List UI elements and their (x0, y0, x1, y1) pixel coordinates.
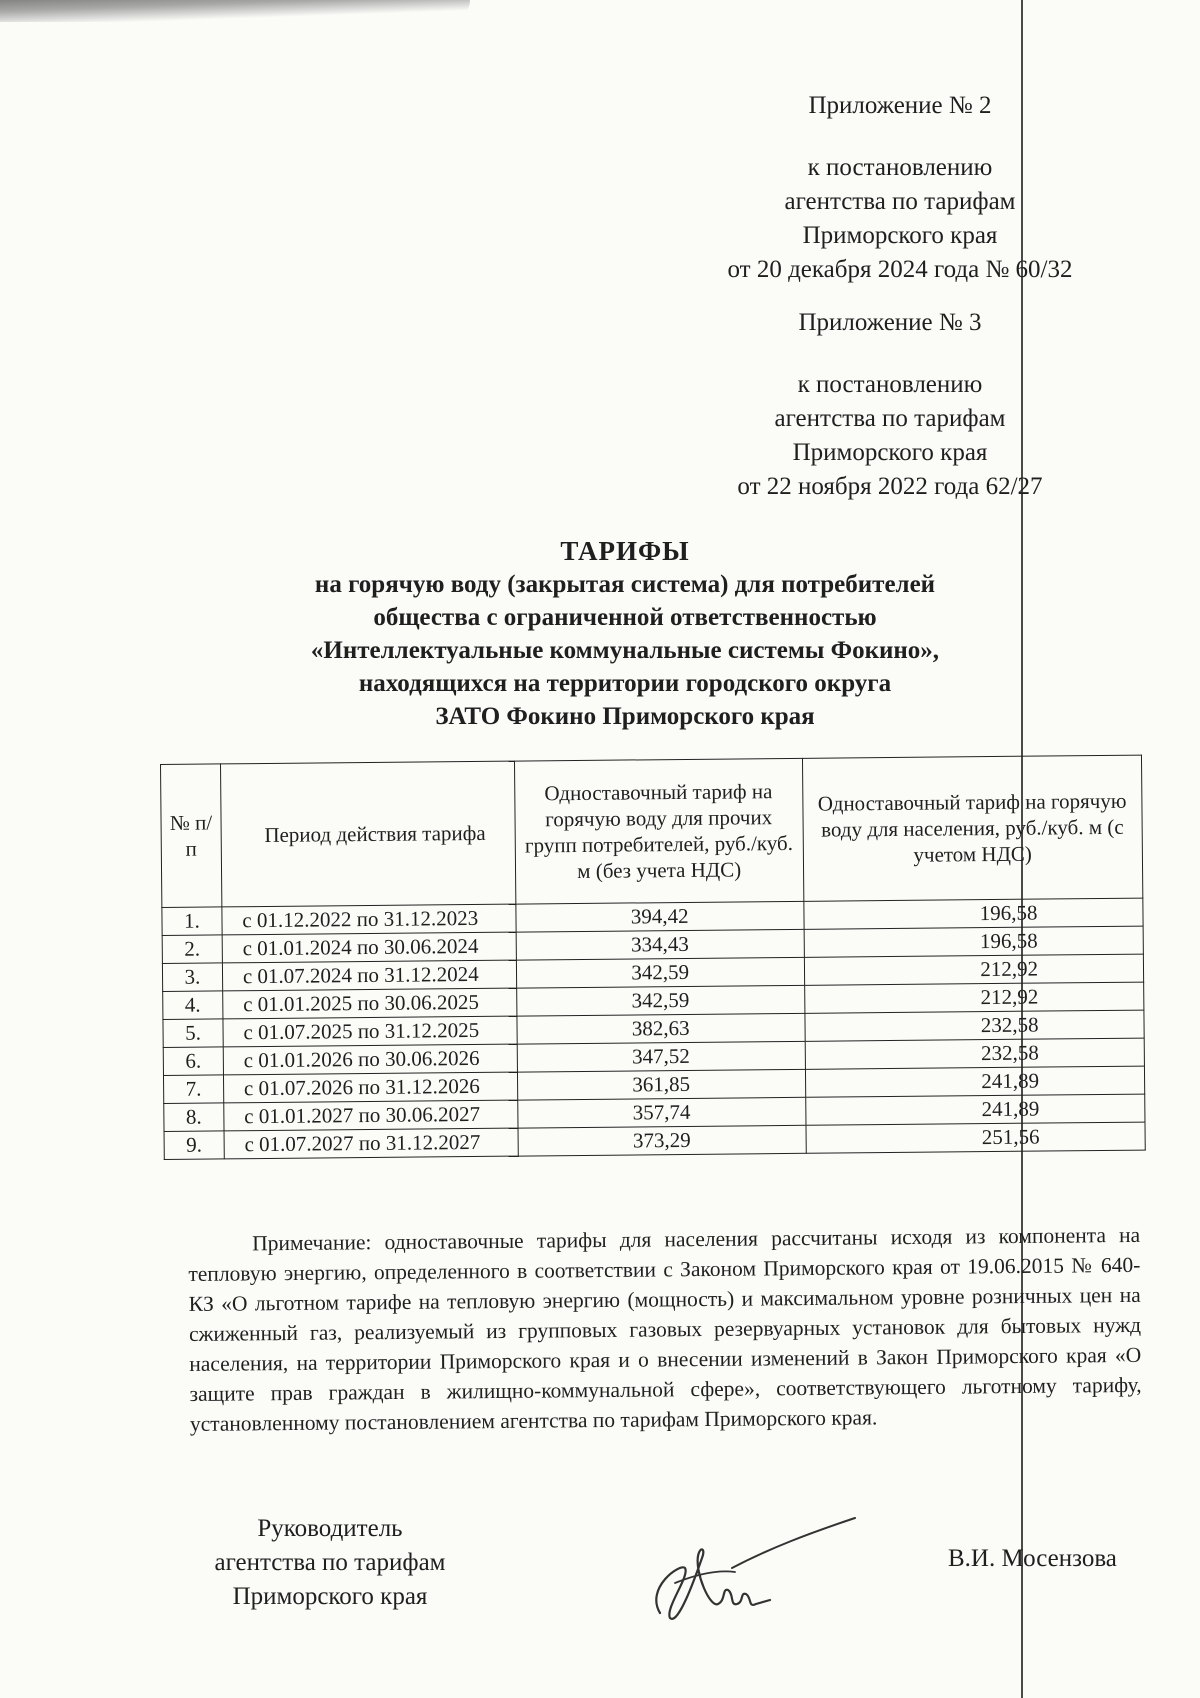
appendix-line: агентства по тарифам (774, 405, 1006, 432)
appendix-line: к постановлению (807, 154, 993, 181)
cell-tariff-population: 232,58 (804, 1010, 1144, 1041)
appendix-title: Приложение № 2 (808, 92, 992, 119)
title-line: ЗАТО Фокино Приморского края (435, 703, 815, 730)
document-title (180, 535, 1070, 733)
position-line: агентства по тарифам (214, 1549, 446, 1576)
cell-period: с 01.01.2024 по 30.06.2024 (222, 932, 516, 963)
appendix-line: агентства по тарифам (784, 188, 1016, 215)
cell-period: с 01.07.2027 по 31.12.2027 (224, 1128, 518, 1159)
header-tariff-other: Одноставочный тариф на горячую воду для прочих групп потребителей, руб./куб. м (без учета НДС) (514, 758, 803, 904)
cell-num: 1. (162, 907, 222, 936)
appendix-line: от 20 декабря 2024 года № 60/32 (727, 256, 1073, 283)
position-line: Руководитель (257, 1515, 403, 1542)
cell-tariff-other: 382,63 (517, 1013, 805, 1044)
cell-period: с 01.01.2025 по 30.06.2025 (223, 988, 517, 1019)
signatory-position (190, 1512, 470, 1614)
cell-tariff-other: 394,42 (516, 901, 804, 932)
cell-period: с 01.07.2026 по 31.12.2026 (223, 1072, 517, 1103)
table-header-row (161, 755, 1143, 907)
cell-tariff-population: 251,56 (805, 1122, 1145, 1153)
tariff-table (160, 755, 1146, 1160)
signatory-name: В.И. Мосензова (948, 1545, 1117, 1572)
cell-num: 3. (162, 963, 222, 992)
cell-num: 4. (163, 991, 223, 1020)
cell-tariff-population: 212,92 (804, 954, 1144, 985)
cell-period: с 01.01.2027 по 30.06.2027 (224, 1100, 518, 1131)
cell-num: 8. (164, 1103, 224, 1132)
cell-num: 5. (163, 1019, 223, 1048)
appendix-line: к постановлению (797, 371, 983, 398)
title-main: ТАРИФЫ (560, 536, 690, 566)
cell-period: с 01.07.2024 по 31.12.2024 (222, 960, 516, 991)
footnote (188, 1220, 1142, 1439)
position-line: Приморского края (232, 1583, 428, 1610)
title-line: находящихся на территории городского округа (358, 670, 892, 697)
cell-num: 7. (163, 1075, 223, 1104)
cell-tariff-population: 196,58 (803, 898, 1143, 929)
cell-tariff-other: 357,74 (518, 1097, 806, 1128)
cell-num: 2. (162, 935, 222, 964)
cell-tariff-population: 212,92 (804, 982, 1144, 1013)
title-line: «Интеллектуальные коммунальные системы Фокино», (310, 637, 940, 664)
title-line: на горячую воду (закрытая система) для потребителей (314, 571, 936, 598)
appendix-title: Приложение № 3 (798, 309, 982, 336)
cell-tariff-other: 342,59 (516, 957, 804, 988)
cell-num: 6. (163, 1047, 223, 1076)
appendix-line: Приморского края (802, 222, 998, 249)
cell-tariff-other: 361,85 (517, 1069, 805, 1100)
cell-period: с 01.07.2025 по 31.12.2025 (223, 1016, 517, 1047)
cell-tariff-other: 342,59 (516, 985, 804, 1016)
footnote-text: Примечание: одноставочные тарифы для населения рассчитаны исходя из компонента на тепловую энергию, определенного в соответствии с Законом Приморского края от 19.06.2015 № 640-КЗ «О льготном тарифе на тепловую энергию (мощность) и максимальном уровне розничных цен на сжиженный газ, реализуемый из групповых газовых резервуарных установок для бытовых нужд населения, на территории Приморского края и о внесении изменений в Закон Приморского края «О защите прав граждан в жилищно-коммунальной сфере», соответствующего льготному тарифу, установленному постановлением агентства по тарифам Приморского края. (188, 1222, 1142, 1436)
header-tariff-population: Одноставочный тариф на горячую воду для населения, руб./куб. м (с учетом НДС) (802, 755, 1143, 901)
handwritten-signature (640, 1508, 860, 1638)
header-period: Период действия тарифа (220, 761, 515, 907)
appendix-2-header (700, 89, 1100, 287)
cell-tariff-other: 347,52 (517, 1041, 805, 1072)
title-line: общества с ограниченной ответственностью (373, 604, 877, 631)
cell-num: 9. (164, 1131, 224, 1160)
appendix-line: от 22 ноября 2022 года 62/27 (737, 473, 1043, 500)
appendix-3-header (680, 306, 1100, 504)
appendix-line: Приморского края (792, 439, 988, 466)
cell-period: с 01.01.2026 по 30.06.2026 (223, 1044, 517, 1075)
cell-period: с 01.12.2022 по 31.12.2023 (222, 904, 516, 935)
cell-tariff-population: 196,58 (804, 926, 1144, 957)
cell-tariff-population: 241,89 (805, 1066, 1145, 1097)
cell-tariff-population: 232,58 (805, 1038, 1145, 1069)
cell-tariff-other: 334,43 (516, 929, 804, 960)
cell-tariff-population: 241,89 (805, 1094, 1145, 1125)
scan-shadow (0, 0, 470, 22)
header-num: № п/п (161, 764, 222, 908)
cell-tariff-other: 373,29 (518, 1125, 806, 1156)
